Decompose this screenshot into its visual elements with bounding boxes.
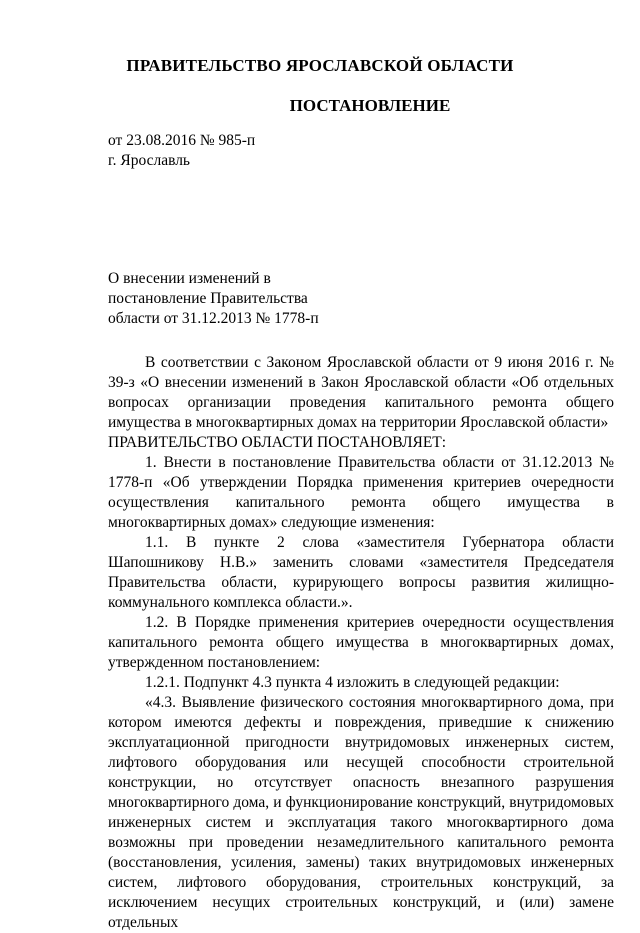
doc-date-number: от 23.08.2016 № 985-п [108,132,256,149]
subject-line: О внесении изменений в [108,270,271,287]
org-title: ПРАВИТЕЛЬСТВО ЯРОСЛАВСКОЙ ОБЛАСТИ [126,56,514,75]
paragraph-1-2: 1.2. В Порядке применения критериев очередности осуществления капитального ремонта общего имущества в многоквартирных домах, утвержденном постановлением: [108,614,614,671]
paragraph-1-1: 1.1. В пункте 2 слова «заместителя Губернатора области Шапошникову Н.В.» заменить словами «заместителя Председателя Правительства области, курирующего вопросы развития жилищно-коммунального комплекса области.». [108,534,614,611]
doc-body [108,353,614,933]
paragraph-1: 1. Внести в постановление Правительства области от 31.12.2013 № 1778-п «Об утверждении Порядка применения критериев очередности осуществления капитального ремонта общего имущества в многоквартирных домах» следующие изменения: [108,454,614,531]
subject-line: области от 31.12.2013 № 1778-п [108,310,319,327]
doc-meta [108,131,255,171]
paragraph-4-3: «4.3. Выявление физического состояния многоквартирного дома, при котором имеются дефекты и повреждения, приведшие к снижению эксплуатационной пригодности внутридомовых инженерных систем, лифтового оборудования или несущей способности строительной конструкции, но отсутствует опасность внезапного разрушения многоквартирного дома, и функционирование конструкций, внутридомовых инженерных систем и эксплуатация такого многоквартирного дома возможны при проведении незамедлительного капитального ремонта (восстановления, усиления, замены) таких внутридомовых инженерных систем, лифтового оборудования, строительных конструкций, за исключением несущих строительных конструкций, и (или) замене отдельных [108,694,614,931]
paragraph-1-2-1: 1.2.1. Подпункт 4.3 пункта 4 изложить в следующей редакции: [145,674,560,691]
intro-paragraph: В соответствии с Законом Ярославской области от 9 июня 2016 г. № 39-з «О внесении изменений в Закон Ярославской области «Об отдельных вопросах организации проведения капитального ремонта общего имущества в многоквартирных домах на территории Ярославской области» [108,354,614,431]
doc-subject [108,269,319,329]
decree-line: ПРАВИТЕЛЬСТВО ОБЛАСТИ ПОСТАНОВЛЯЕТ: [108,434,447,451]
subject-line: постановление Правительства [108,290,308,307]
doc-type-title: ПОСТАНОВЛЕНИЕ [289,96,451,115]
doc-city: г. Ярославль [108,152,190,169]
